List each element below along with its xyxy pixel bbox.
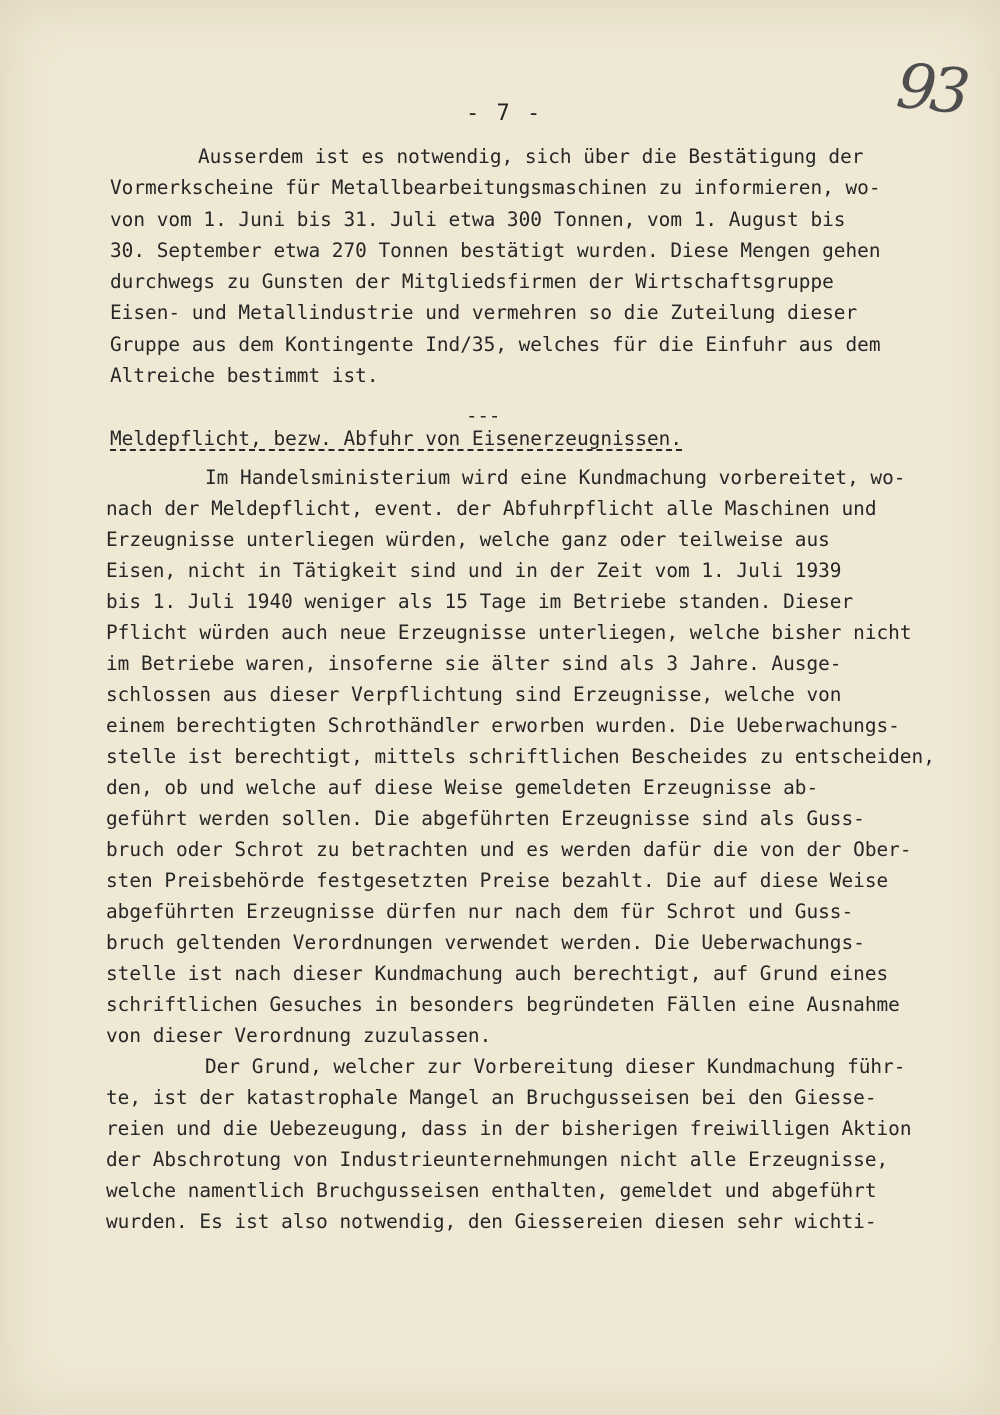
- paragraph-1-line: von vom 1. Juni bis 31. Juli etwa 300 Tonnen, vom 1. August bis: [110, 208, 846, 231]
- paragraph-2-line: den, ob und welche auf diese Weise gemeldeten Erzeugnisse ab-: [106, 776, 819, 799]
- paragraph-1-line: Ausserdem ist es notwendig, sich über die Bestätigung der: [198, 145, 864, 168]
- paragraph-2-line: schlossen aus dieser Verpflichtung sind Erzeugnisse, welche von: [106, 683, 842, 706]
- paragraph-1-line: Gruppe aus dem Kontingente Ind/35, welches für die Einfuhr aus dem: [110, 333, 881, 356]
- paragraph-2-line: im Betriebe waren, insoferne sie älter sind als 3 Jahre. Ausge-: [106, 652, 842, 675]
- handwritten-folio-number: 93: [893, 48, 968, 129]
- paragraph-3-line: welche namentlich Bruchgusseisen enthalten, gemeldet und abgeführt: [106, 1179, 877, 1202]
- paragraph-2-line: von dieser Verordnung zuzulassen.: [106, 1024, 492, 1047]
- paragraph-2-line: Eisen, nicht in Tätigkeit sind und in der Zeit vom 1. Juli 1939: [106, 559, 842, 582]
- paragraph-2-line: Erzeugnisse unterliegen würden, welche ganz oder teilweise aus: [106, 528, 830, 551]
- paragraph-2-line: geführt werden sollen. Die abgeführten Erzeugnisse sind als Guss-: [106, 807, 865, 830]
- paragraph-2-line: nach der Meldepflicht, event. der Abfuhrpflicht alle Maschinen und: [106, 497, 877, 520]
- paragraph-2-line: stelle ist nach dieser Kundmachung auch berechtigt, auf Grund eines: [106, 962, 889, 985]
- paragraph-2-line: bruch oder Schrot zu betrachten und es werden dafür die von der Ober-: [106, 838, 912, 861]
- page-number: - 7 -: [466, 101, 543, 126]
- paragraph-3-line: Der Grund, welcher zur Vorbereitung dieser Kundmachung führ-: [205, 1055, 906, 1078]
- section-divider: ---: [466, 405, 501, 427]
- paragraph-1-line: Altreiche bestimmt ist.: [110, 364, 379, 387]
- paragraph-2-line: sten Preisbehörde festgesetzten Preise bezahlt. Die auf diese Weise: [106, 869, 889, 892]
- paragraph-3-line: te, ist der katastrophale Mangel an Bruchgusseisen bei den Giesse-: [106, 1086, 877, 1109]
- paragraph-3-line: reien und die Uebezeugung, dass in der bisherigen freiwilligen Aktion: [106, 1117, 912, 1140]
- paragraph-2-line: Im Handelsministerium wird eine Kundmachung vorbereitet, wo-: [205, 466, 906, 489]
- paragraph-2-line: einem berechtigten Schrothändler erworben wurden. Die Ueberwachungs-: [106, 714, 900, 737]
- paragraph-1-line: 30. September etwa 270 Tonnen bestätigt wurden. Diese Mengen gehen: [110, 239, 881, 262]
- paragraph-3-line: wurden. Es ist also notwendig, den Giessereien diesen sehr wichti-: [106, 1210, 877, 1233]
- section-heading: Meldepflicht, bezw. Abfuhr von Eisenerzeugnissen.: [110, 427, 683, 450]
- paragraph-1-line: durchwegs zu Gunsten der Mitgliedsfirmen der Wirtschaftsgruppe: [110, 270, 834, 293]
- paragraph-2-line: stelle ist berechtigt, mittels schriftlichen Bescheides zu entscheiden,: [106, 745, 935, 768]
- paragraph-3-line: der Abschrotung von Industrieunternehmungen nicht alle Erzeugnisse,: [106, 1148, 889, 1171]
- paragraph-1-line: Eisen- und Metallindustrie und vermehren so die Zuteilung dieser: [110, 301, 858, 324]
- paragraph-2-line: Pflicht würden auch neue Erzeugnisse unterliegen, welche bisher nicht: [106, 621, 912, 644]
- paragraph-2-line: abgeführten Erzeugnisse dürfen nur nach dem für Schrot und Guss-: [106, 900, 854, 923]
- paragraph-1-line: Vormerkscheine für Metallbearbeitungsmaschinen zu informieren, wo-: [110, 176, 881, 199]
- paragraph-2-line: bis 1. Juli 1940 weniger als 15 Tage im Betriebe standen. Dieser: [106, 590, 854, 613]
- paragraph-2-line: bruch geltenden Verordnungen verwendet werden. Die Ueberwachungs-: [106, 931, 865, 954]
- paragraph-2-line: schriftlichen Gesuches in besonders begründeten Fällen eine Ausnahme: [106, 993, 900, 1016]
